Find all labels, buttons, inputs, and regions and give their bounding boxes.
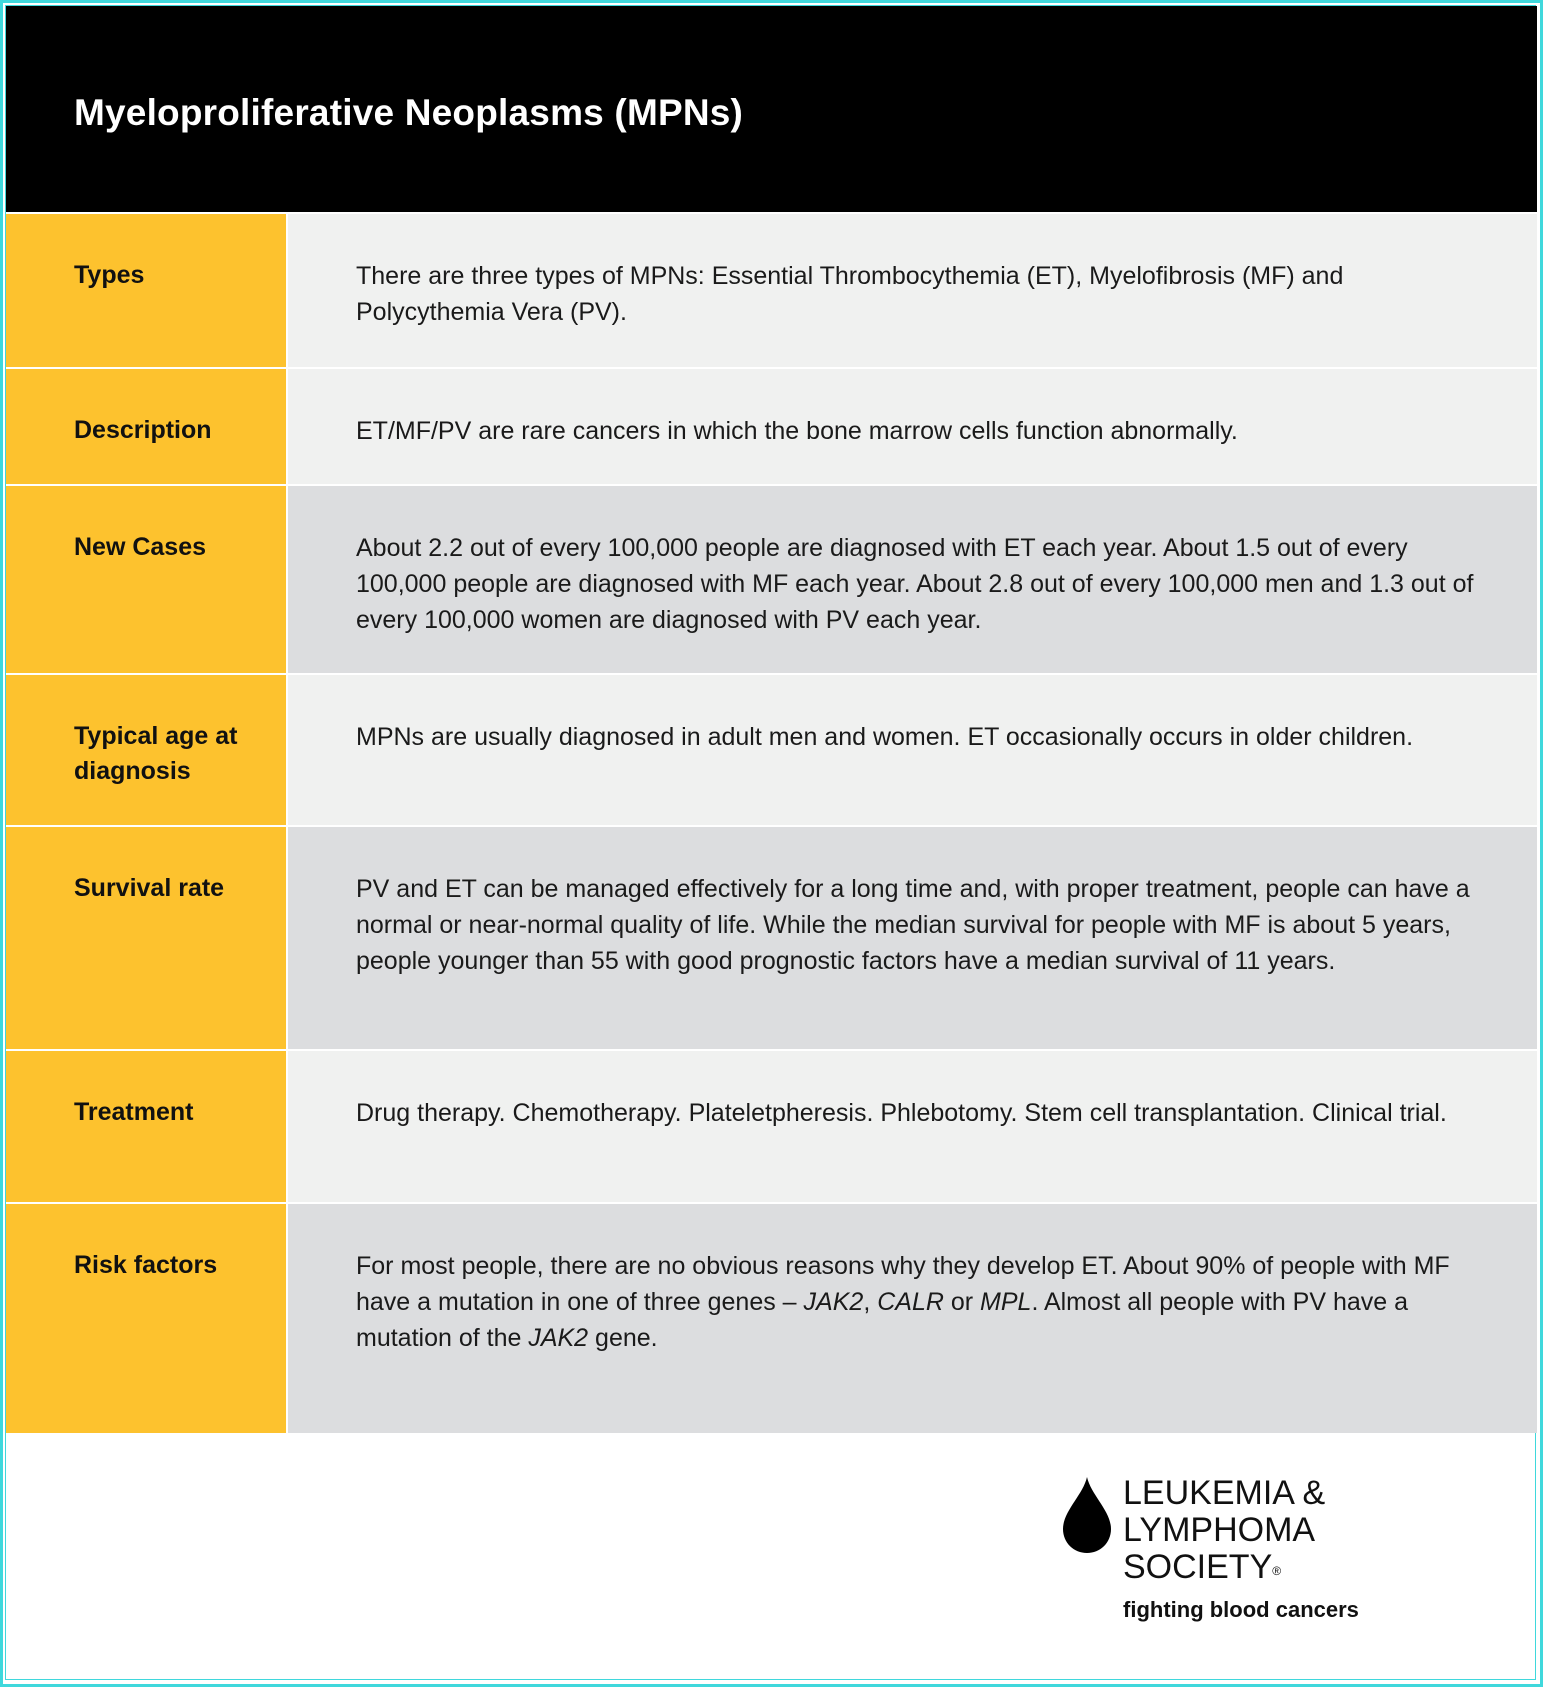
- row-text: About 2.2 out of every 100,000 people are diagnosed with ET each year. About 1.5 out of every 100,000 people are diagnosed with MF each year. About 2.8 out of every 100,000 men and 1.3 out of every 100,000 women are diagnosed with PV each year.: [356, 534, 1474, 634]
- table-row-risk-factors: [6, 1202, 1537, 1433]
- page-title: Myeloproliferative Neoplasms (MPNs): [74, 92, 744, 133]
- table-row-new-cases: [6, 484, 1537, 673]
- gene-name: CALR: [877, 1288, 944, 1316]
- logo-line: LYMPHOMA: [1123, 1511, 1316, 1549]
- logo-wordmark: [1123, 1475, 1325, 1586]
- registered-mark: ®: [1272, 1564, 1282, 1578]
- text-segment: . Almost all people with PV have a mutation of the: [356, 1288, 1409, 1352]
- gene-name: MPL: [980, 1288, 1032, 1316]
- table-row-survival-rate: [6, 825, 1537, 1049]
- text-segment: or: [943, 1288, 981, 1316]
- row-label: Treatment: [6, 1051, 288, 1202]
- table-row-treatment: [6, 1049, 1537, 1202]
- logo-tagline: fighting blood cancers: [1123, 1597, 1359, 1622]
- blood-drop-icon: [1063, 1477, 1111, 1553]
- table-row-typical-age: [6, 673, 1537, 825]
- table-row-types: [6, 212, 1537, 367]
- row-label: Typical age at diagnosis: [6, 675, 288, 825]
- table-header: [6, 6, 1537, 212]
- text-segment: ,: [863, 1288, 878, 1316]
- row-text: Drug therapy. Chemotherapy. Plateletpheresis. Phlebotomy. Stem cell transplantation. Clinical trial.: [356, 1099, 1447, 1127]
- row-label: New Cases: [6, 486, 288, 673]
- row-label: Description: [6, 369, 288, 484]
- row-label: Risk factors: [6, 1204, 288, 1433]
- row-text: There are three types of MPNs: Essential Thrombocythemia (ET), Myelofibrosis (MF) and Polycythemia Vera (PV).: [356, 262, 1344, 326]
- table-row-description: [6, 367, 1537, 484]
- logo-line: LEUKEMIA &: [1123, 1474, 1326, 1512]
- row-text: PV and ET can be managed effectively for a long time and, with proper treatment, people can have a normal or near-normal quality of life. While the median survival for people with MF is about 5 years, people younger than 55 with good prognostic factors have a median survival of 11 years.: [356, 875, 1470, 975]
- text-segment: gene.: [588, 1324, 658, 1352]
- gene-name: JAK2: [803, 1288, 864, 1316]
- text-segment: For most people, there are no obvious reasons why they develop ET. About 90% of people with MF have a mutation in one of three genes –: [356, 1252, 1450, 1316]
- row-label: Survival rate: [6, 827, 288, 1049]
- row-text: ET/MF/PV are rare cancers in which the bone marrow cells function abnormally.: [356, 417, 1238, 445]
- row-text: MPNs are usually diagnosed in adult men and women. ET occasionally occurs in older children.: [356, 723, 1414, 751]
- row-label: Types: [6, 214, 288, 367]
- row-text: [288, 1204, 1537, 1433]
- logo-line: SOCIETY: [1123, 1548, 1273, 1586]
- gene-name: JAK2: [528, 1324, 589, 1352]
